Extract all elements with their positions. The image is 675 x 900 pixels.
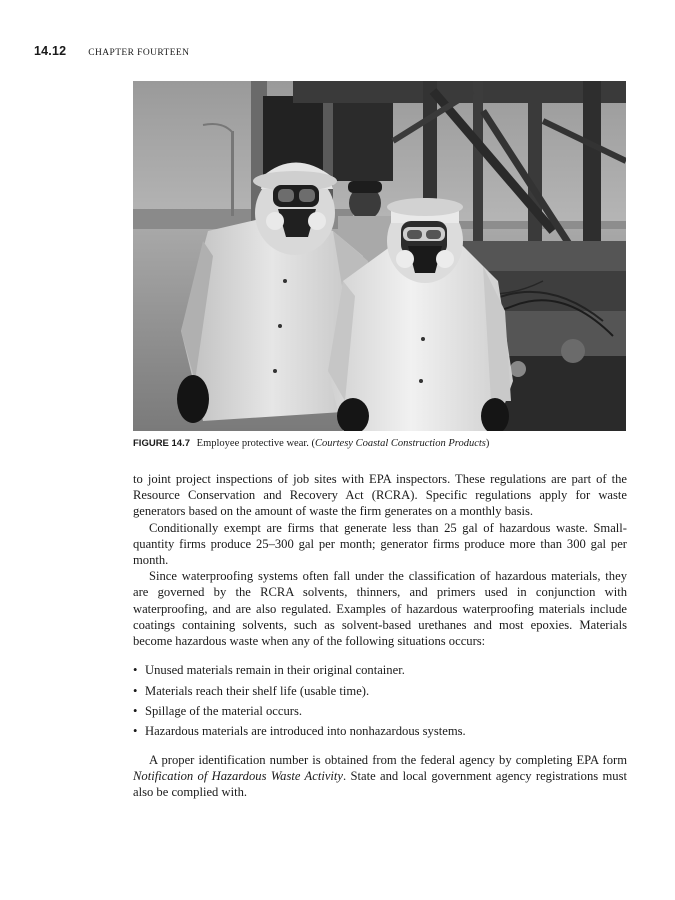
body-text — [133, 471, 627, 800]
bullet-icon: • — [133, 704, 138, 719]
paragraph-1: to joint project inspections of job sites with EPA inspectors. These regulations are part of the Resource Conservation and Recovery Act (RCRA). Specific regulations apply for waste generators based on the amount of waste the firm generates on a monthly basis. — [133, 472, 627, 519]
list-item: • Spillage of the material occurs. — [133, 704, 303, 719]
bullet-icon: • — [133, 683, 138, 698]
page-number: 14.12 — [34, 44, 67, 58]
form-name: Notification of Hazardous Waste Activity — [133, 768, 344, 783]
figure-photo — [133, 81, 626, 431]
bullet-icon: • — [133, 724, 138, 739]
figure-caption-close: ) — [485, 438, 490, 449]
paragraph-2: Conditionally exempt are firms that generate less than 25 gal of hazardous waste. Small-quantity firms produce 25–300 gal per month; generator firms produce more than 300 gal per month. — [133, 520, 627, 568]
figure-caption-text: Employee protective wear. ( — [196, 438, 316, 449]
running-header — [34, 44, 189, 58]
bullet-list — [133, 662, 627, 739]
list-item: • Hazardous materials are introduced into nonhazardous systems. — [133, 724, 466, 739]
bullet-icon: • — [133, 663, 138, 678]
paragraph-4: A proper identification number is obtained from the federal agency by completing EPA form Notification of Hazardous Waste Activity. State and local government agency registrations must also be complied with. — [133, 752, 627, 800]
paragraph-3: Since waterproofing systems often fall under the classification of hazardous materials, they are governed by the RCRA solvents, thinners, and primers used in conjunction with waterproofing, and are also regulated. Examples of hazardous waterproofing materials include coatings containing solvents, such as solvent-based urethanes and most epoxies. Materials become hazardous waste when any of the following situations occurs: — [133, 569, 627, 649]
figure-credit: Courtesy Coastal Construction Products — [315, 438, 486, 449]
figure-label: FIGURE 14.7 — [133, 438, 191, 449]
chapter-title: CHAPTER FOURTEEN — [88, 48, 190, 58]
list-item: • Unused materials remain in their original container. — [133, 663, 405, 678]
list-item: • Materials reach their shelf life (usable time). — [133, 683, 370, 698]
figure-caption — [133, 437, 628, 450]
